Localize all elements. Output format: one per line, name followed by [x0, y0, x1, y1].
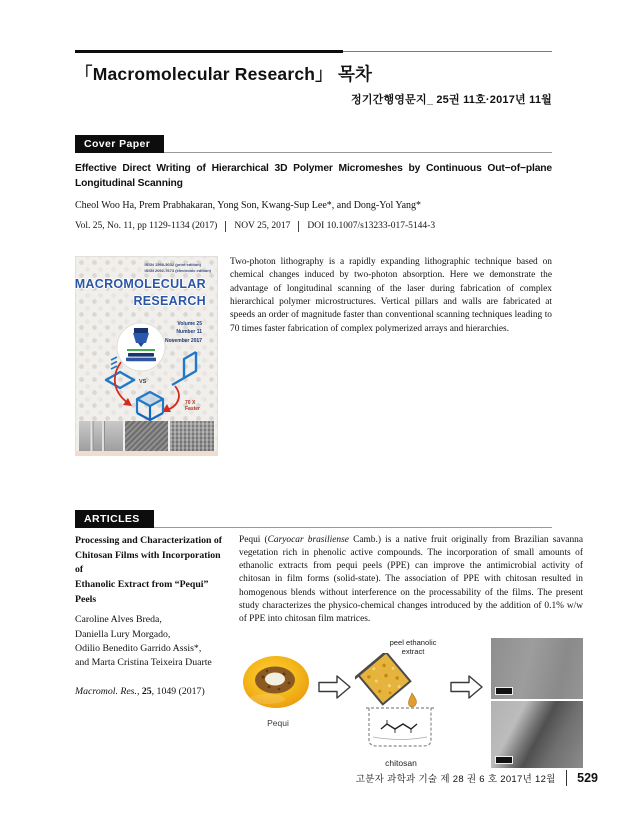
faster-label-line1: 70 X: [185, 399, 196, 406]
article-abstract-part1: Pequi (: [239, 534, 268, 545]
article-title-line2: Chitosan Films with Incorporation of: [75, 549, 221, 576]
sem-thumbnail-mesh: [170, 421, 214, 451]
articles-badge: ARTICLES: [75, 510, 154, 528]
cover-journal-line1: MACROMOLECULAR: [75, 276, 206, 291]
cover-paper-badge: Cover Paper: [75, 135, 164, 153]
article-right-column: [239, 534, 583, 770]
cover-date: November 2017: [165, 337, 202, 344]
stack-mark: [111, 366, 117, 369]
cover-diagram: [75, 256, 218, 422]
flow-arrow-icon: [450, 674, 484, 700]
article-citation-volume: 25: [141, 686, 152, 698]
cover-paper-title: Effective Direct Writing of Hierarchical 3D Polymer Micromeshes by Continuous Out−of−plane Longitudinal Scanning: [75, 163, 552, 190]
cover-row: [75, 256, 552, 456]
stack-mark: [111, 357, 117, 360]
extract-label-line2: extract: [401, 647, 425, 657]
page-footer: [356, 770, 598, 786]
article-author-line3: Odilio Benedito Garrido Assis*,: [75, 642, 202, 654]
cover-number: Number 11: [176, 329, 202, 336]
wireframe-square-icon: [106, 372, 134, 388]
sem-image-bottom: [491, 701, 583, 768]
chitosan-label: chitosan: [385, 757, 417, 768]
flow-arrow-icon: [318, 674, 352, 700]
sem-thumbnail-pillars: [79, 421, 123, 451]
faster-label: [185, 400, 200, 413]
citation-date: NOV 25, 2017: [234, 221, 291, 232]
journal-cover-image: [75, 256, 218, 456]
graphical-abstract-figure: [239, 638, 583, 770]
article-title-line1: Processing and Characterization of: [75, 534, 223, 546]
red-arrow-right: [167, 386, 179, 410]
cover-paper-citation: [75, 221, 552, 232]
article-left-column: [75, 534, 225, 770]
cover-sem-strip: [79, 421, 214, 451]
scalebar: [495, 687, 513, 695]
faster-label-line2: Faster: [185, 406, 201, 413]
red-arrow-left: [115, 362, 128, 403]
header-rule-thin: [343, 51, 552, 52]
vs-label: VS: [139, 378, 147, 385]
substrate-line: [127, 349, 155, 351]
page-content: [75, 0, 583, 770]
footer-separator: [566, 770, 568, 786]
sem-image-stack: [491, 638, 583, 768]
article-abstract-part2: Camb.) is a native fruit originally from Brazilian savanna vegetation rich in phenolic active compounds. The incorporation of small amounts of ethanolic extracts from pequi peels (PPE) can improve the antimicrobial activity of chitosan in film forms (solid-state). The association of PPE with chitosan resulted in homogenous blends without interference on the processability of the films. The present study characterizes the physico-chemical changes introduced by the addition of 0.1% w/w of PPE into chitosan film matrices.: [239, 534, 583, 624]
cube-icon: [137, 392, 163, 406]
article-title: [75, 534, 225, 607]
cover-issn-online: ISSN 2092-7673 (electronic edition): [144, 268, 211, 274]
citation-volume-pages: Vol. 25, No. 11, pp 1129-1134 (2017): [75, 221, 218, 232]
article-author-line1: Caroline Alves Breda,: [75, 614, 162, 626]
article-citation-journal: Macromol. Res.,: [75, 686, 142, 698]
article-author-line2: Daniella Lury Morgado,: [75, 628, 171, 640]
extraction-figure: [353, 638, 449, 770]
cover-paper-abstract: Two-photon lithography is a rapidly expanding lithographic technique based on chemical changes induced by two-photon absorption. Here we demonstrate the advantage of longitudinal scanning of the laser during fabrication of complex hierarchical polymer microstructures. Vertical pillars and walls are fabricated at speeds an order of magnitude faster than conventional scanning techniques leading to 70 times faster fabrication of complex polymerized arrays and hierarchies.: [230, 256, 552, 334]
article-abstract: [239, 534, 583, 626]
beaker-icon: [355, 653, 421, 711]
cover-paper-section-head: [75, 135, 552, 153]
wireframe-fold-icon: [172, 352, 196, 385]
header-rule: [75, 50, 552, 53]
pequi-fruit-icon: [239, 654, 317, 712]
citation-separator: [298, 221, 299, 232]
droplet-icon: [409, 693, 417, 707]
chitosan-dish-icon: [365, 706, 435, 750]
label-bar-1: [128, 353, 154, 357]
cover-paper-authors: Cheol Woo Ha, Prem Prabhakaran, Yong Son, Kwang-Sup Lee*, and Dong-Yol Yang*: [75, 199, 422, 211]
articles-section-head: [75, 510, 552, 528]
label-bar-2: [126, 357, 156, 361]
article-citation: [75, 686, 225, 697]
article-abstract-species: Caryocar brasiliense: [267, 534, 349, 545]
header-rule-thick: [75, 50, 343, 53]
extract-label-line1: peel ethanolic: [389, 637, 437, 647]
scalebar: [495, 756, 513, 764]
cover-issn-print: ISSN 1598-5032 (print edition): [144, 261, 201, 267]
citation-doi: DOI 10.1007/s13233-017-5144-3: [307, 221, 436, 232]
article-title-line3: Ethanolic Extract from “Pequi” Peels: [75, 578, 209, 605]
article-citation-rest: , 1049 (2017): [151, 686, 205, 698]
pequi-label: Pequi: [267, 717, 289, 728]
footer-page-number: 529: [577, 771, 598, 785]
pequi-fruit-figure: [239, 654, 317, 728]
objective-icon: [134, 328, 148, 333]
issue-info: 정기간행영문지_ 25권 11호·2017년 11월: [351, 94, 552, 106]
article-row: [75, 534, 583, 770]
citation-separator: [225, 221, 226, 232]
cover-journal-line2: RESEARCH: [133, 293, 206, 308]
stack-mark: [111, 361, 117, 364]
footer-journal-info: 고분자 과학과 기술 제 28 권 6 호 2017년 12월: [355, 774, 556, 785]
sem-image-top: [491, 638, 583, 699]
article-authors: [75, 613, 225, 670]
cover-volume: Volume 25: [177, 320, 202, 327]
cover-bottom-band: [75, 451, 218, 456]
page-title: 「Macromolecular Research」 목차: [75, 64, 373, 84]
sem-thumbnail-pyramid: [125, 421, 169, 451]
article-author-line4: and Marta Cristina Teixeira Duarte: [75, 656, 212, 668]
